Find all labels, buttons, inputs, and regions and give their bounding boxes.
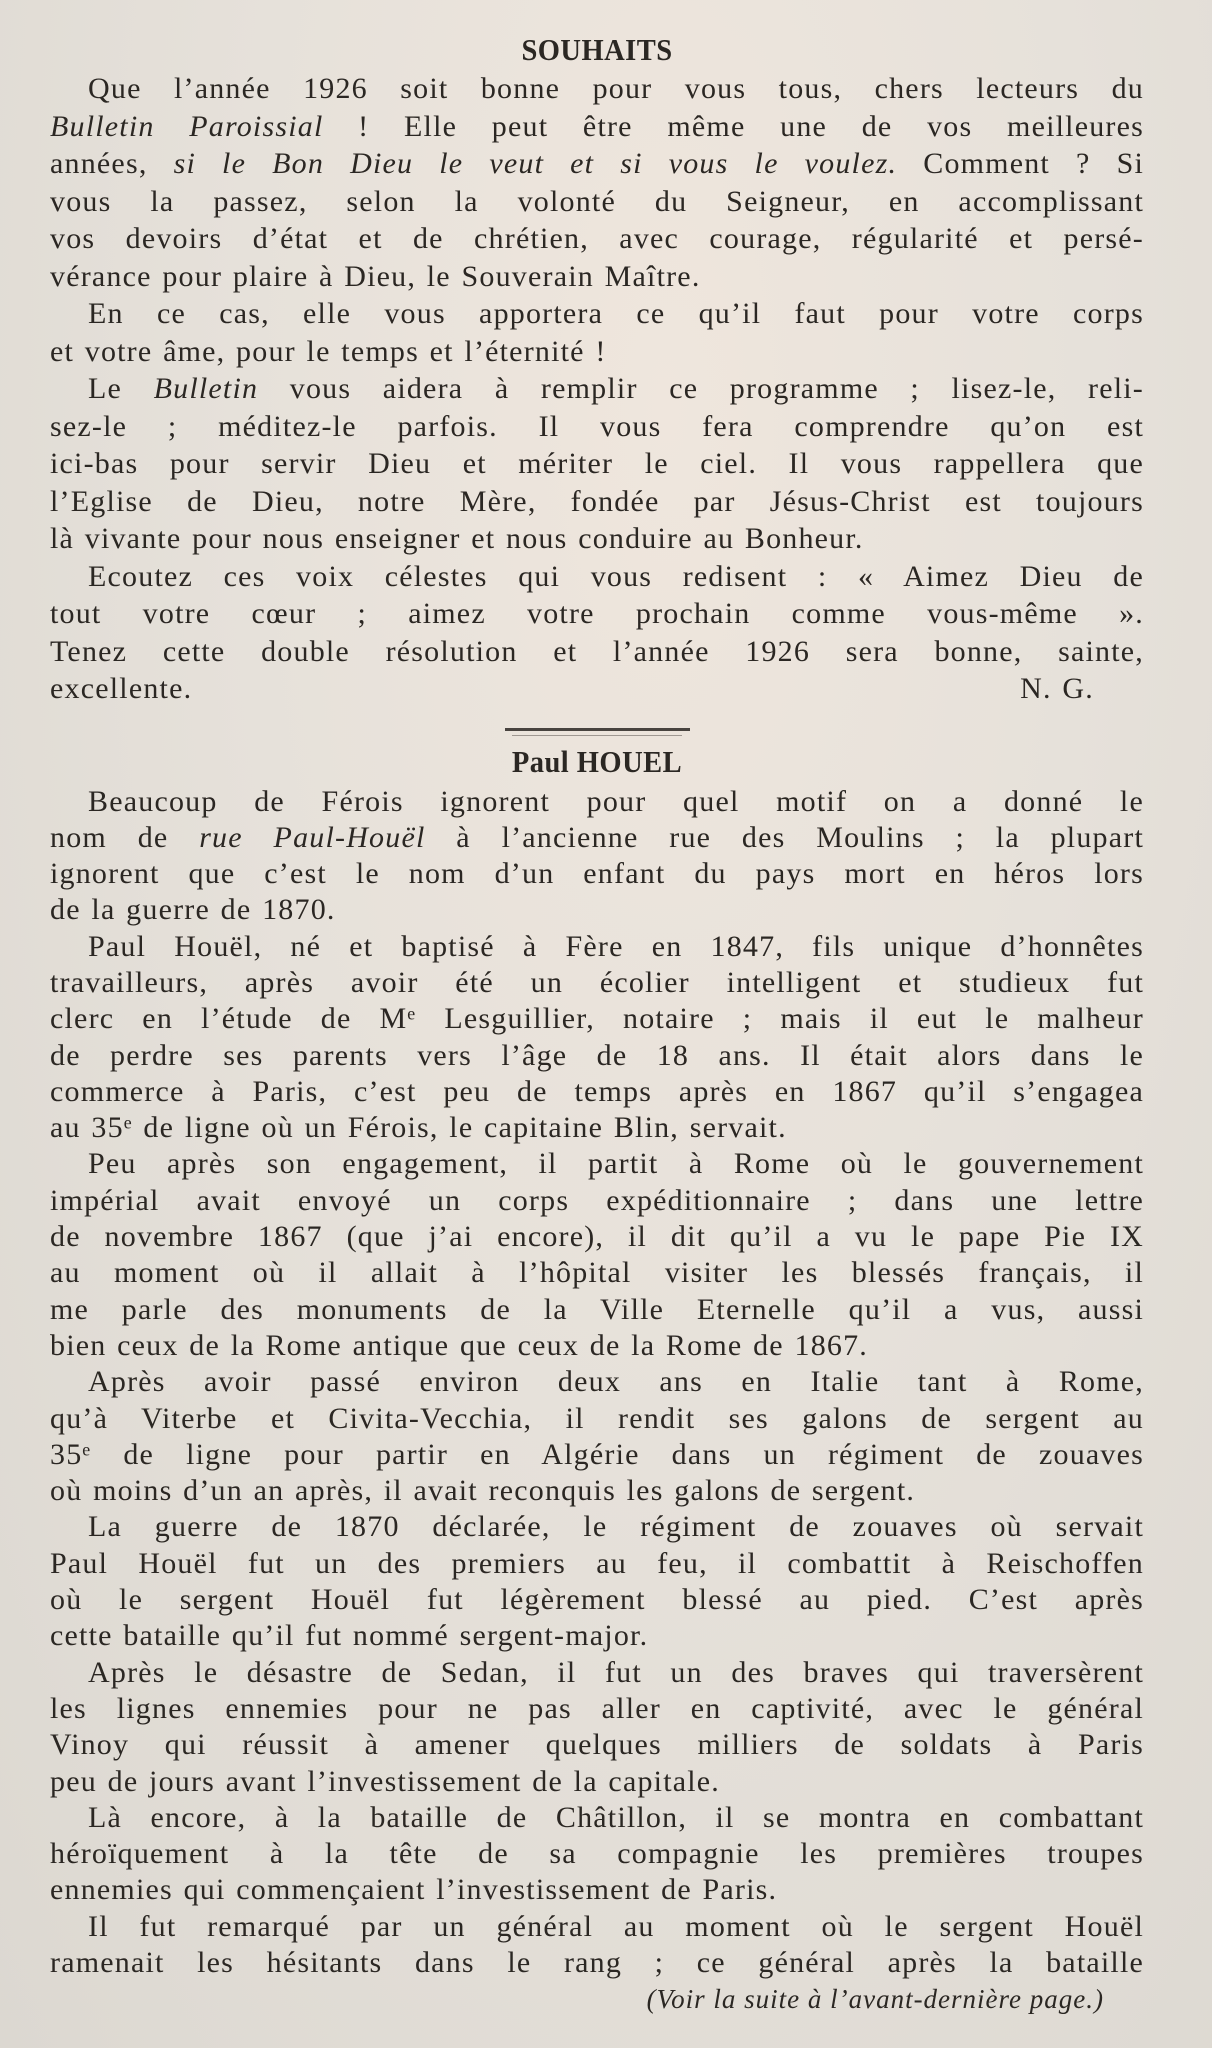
- text-segment: La guerre de 1870 déclarée, le régiment de zouaves où servait: [88, 1510, 1144, 1544]
- paragraph: [50, 1146, 1144, 1364]
- text-line: [50, 1945, 1144, 1981]
- text-segment: bien ceux de la Rome antique que ceux de la Rome de 1867.: [50, 1328, 868, 1362]
- paragraph: [50, 70, 1144, 295]
- text-segment: nom de: [50, 820, 200, 854]
- text-line: [50, 1255, 1144, 1291]
- text-segment: clerc en l’étude de Mᵉ Lesguillier, notaire ; mais il eut le malheur: [50, 1002, 1144, 1036]
- text-line: [50, 1401, 1144, 1437]
- text-segment: vérance pour plaire à Dieu, le Souverain Maître.: [50, 259, 701, 293]
- article-souhaits-body: [50, 70, 1144, 708]
- text-segment: commerce à Paris, c’est peu de temps après en 1867 qu’il s’engagea: [50, 1074, 1144, 1108]
- text-line: [50, 183, 1144, 221]
- text-segment: Comment ? Si: [897, 147, 1144, 180]
- text-line: [50, 1546, 1144, 1582]
- text-segment: me parle des monuments de la Ville Eternelle qu’il a vus, aussi: [50, 1292, 1144, 1326]
- text-segment: ennemies qui commençaient l’investissement de Paris.: [50, 1873, 778, 1907]
- text-segment: impérial avait envoyé un corps expéditionnaire ; dans une lettre: [50, 1183, 1144, 1217]
- text-line: [50, 145, 1144, 183]
- text-line: [50, 1110, 1144, 1146]
- text-segment: ! Elle peut être même une de vos meilleures: [323, 109, 1144, 143]
- text-segment: au moment où il allait à l’hôpital visiter les blessés français, il: [50, 1256, 1144, 1290]
- text-line: [50, 892, 1144, 928]
- text-line: [50, 1074, 1144, 1110]
- text-line: [50, 1764, 1144, 1800]
- text-segment: à l’ancienne rue des Moulins ; la plupart: [425, 820, 1144, 854]
- text-segment: peu de jours avant l’investissement de la capitale.: [50, 1764, 720, 1798]
- text-line: [50, 70, 1144, 108]
- text-segment: sez-le ; méditez-le parfois. Il vous fera comprendre qu’on est: [50, 409, 1144, 443]
- text-line: [50, 929, 1144, 965]
- italic-text: rue Paul-Houël: [199, 820, 426, 854]
- text-line: [50, 1183, 1144, 1219]
- text-line: [50, 1655, 1144, 1691]
- paragraph: [50, 370, 1144, 558]
- text-segment: Après le désastre de Sedan, il fut un des braves qui traversèrent: [88, 1655, 1144, 1689]
- text-line: [50, 1038, 1144, 1074]
- text-line: [50, 1146, 1144, 1182]
- text-segment: Paul Houël, né et baptisé à Fère en 1847, fils unique d’honnêtes: [88, 929, 1144, 963]
- paragraph: [50, 784, 1144, 929]
- paragraph: [50, 929, 1144, 1147]
- text-segment: qu’à Viterbe et Civita-Vecchia, il rendit ses galons de sergent au: [50, 1401, 1144, 1435]
- text-line: [50, 1364, 1144, 1400]
- text-segment: Paul Houël fut un des premiers au feu, il combattit à Reischoffen: [50, 1546, 1144, 1580]
- text-segment: les lignes ennemies pour ne pas aller en captivité, avec le général: [50, 1691, 1144, 1725]
- text-segment: travailleurs, après avoir été un écolier intelligent et studieux fut: [50, 965, 1144, 999]
- text-segment: vous aidera à remplir ce programme ; lisez-le, reli-: [258, 372, 1144, 405]
- text-line: [50, 408, 1144, 446]
- paragraph: [50, 558, 1144, 708]
- paragraph: [50, 1655, 1144, 1800]
- text-line: [50, 784, 1144, 820]
- text-line: [50, 1872, 1144, 1908]
- paragraph: [50, 1509, 1144, 1654]
- text-line: [50, 1473, 1144, 1509]
- text-line: [50, 1836, 1144, 1872]
- text-segment: Après avoir passé environ deux ans en Italie tant à Rome,: [88, 1365, 1144, 1399]
- text-segment: 35ᵉ de ligne pour partir en Algérie dans un régiment de zouaves: [50, 1437, 1144, 1471]
- article-paul-houel-body: [50, 784, 1144, 1982]
- text-segment: Tenez cette double résolution et l’année 1926 sera bonne, sainte,: [50, 634, 1144, 668]
- text-line: [50, 1509, 1144, 1545]
- text-line: [50, 1618, 1144, 1654]
- text-line: [50, 856, 1144, 892]
- text-line: [50, 595, 1144, 633]
- text-segment: Que l’année 1926 soit bonne pour vous tous, chers lecteurs du: [88, 72, 1144, 105]
- text-line: [50, 1691, 1144, 1727]
- text-line: [50, 108, 1144, 146]
- text-segment: de perdre ses parents vers l’âge de 18 ans. Il était alors dans le: [50, 1038, 1144, 1072]
- text-segment: vos devoirs d’état et de chrétien, avec courage, régularité et persé-: [50, 222, 1144, 255]
- text-line: [50, 333, 1144, 371]
- text-segment: l’Eglise de Dieu, notre Mère, fondée par Jésus-Christ est toujours: [50, 484, 1144, 518]
- text-line: [50, 670, 1144, 708]
- italic-text: Bulletin: [153, 372, 259, 405]
- text-line: [50, 1582, 1144, 1618]
- text-segment: de la guerre de 1870.: [50, 893, 336, 927]
- text-line: [50, 558, 1144, 596]
- text-line: [50, 483, 1144, 521]
- section-divider: [505, 728, 690, 731]
- text-line: [50, 220, 1144, 258]
- text-segment: excellente.: [50, 672, 193, 705]
- text-segment: Là encore, à la bataille de Châtillon, il se montra en combattant: [88, 1800, 1144, 1834]
- text-line: [50, 295, 1144, 333]
- text-segment: En ce cas, elle vous apportera ce qu’il faut pour votre corps: [88, 297, 1144, 330]
- text-line: [50, 370, 1144, 408]
- text-line: [50, 1328, 1144, 1364]
- text-line: [50, 820, 1144, 856]
- text-segment: au 35ᵉ de ligne où un Férois, le capitaine Blin, servait.: [50, 1111, 787, 1145]
- text-line: [50, 1437, 1144, 1473]
- text-segment: ici-bas pour servir Dieu et mériter le ciel. Il vous rappellera que: [50, 447, 1144, 480]
- article-title-souhaits: SOUHAITS: [521, 32, 673, 67]
- text-segment: ramenait les hésitants dans le rang ; ce général après la bataille: [50, 1946, 1144, 1979]
- paragraph: [50, 1909, 1144, 1982]
- text-line: [50, 1909, 1144, 1945]
- text-segment: Beaucoup de Férois ignorent pour quel motif on a donné le: [88, 784, 1144, 818]
- italic-text: Bulletin Paroissial: [50, 109, 324, 143]
- text-segment: et votre âme, pour le temps et l’éternité !: [50, 334, 607, 368]
- text-segment: vous la passez, selon la volonté du Seigneur, en accomplissant: [50, 184, 1144, 218]
- text-segment: Peu après son engagement, il partit à Rome où le gouvernement: [88, 1147, 1144, 1181]
- section-divider-thin: [512, 735, 682, 736]
- text-line: [50, 258, 1144, 296]
- text-segment: Ecoutez ces voix célestes qui vous redisent : « Aimez Dieu de: [88, 559, 1144, 593]
- text-segment: où le sergent Houël fut légèrement blessé au pied. C’est après: [50, 1583, 1144, 1617]
- text-line: [50, 1800, 1144, 1836]
- article-title-paul-houel: Paul HOUEL: [511, 743, 683, 779]
- paragraph: [50, 1364, 1144, 1509]
- text-segment: où moins d’un an après, il avait reconquis les galons de sergent.: [50, 1474, 916, 1508]
- signature: N. G.: [1020, 672, 1094, 705]
- text-line: [50, 445, 1144, 483]
- continuation-note: (Voir la suite à l’avant-dernière page.): [646, 1984, 1104, 2015]
- text-line: [50, 1727, 1144, 1763]
- text-segment: années,: [50, 147, 174, 180]
- text-line: [50, 520, 1144, 558]
- text-segment: Vinoy qui réussit à amener quelques milliers de soldats à Paris: [50, 1728, 1144, 1762]
- text-line: [50, 633, 1144, 671]
- text-segment: Il fut remarqué par un général au moment où le sergent Houël: [88, 1909, 1144, 1943]
- text-line: [50, 1001, 1144, 1037]
- text-segment: Le: [88, 372, 154, 405]
- text-segment: héroïquement à la tête de sa compagnie les premières troupes: [50, 1837, 1144, 1871]
- text-segment: cette bataille qu’il fut nommé sergent-major.: [50, 1619, 649, 1653]
- text-segment: là vivante pour nous enseigner et nous conduire au Bonheur.: [50, 522, 864, 555]
- text-segment: tout votre cœur ; aimez votre prochain comme vous-même ».: [50, 597, 1144, 630]
- paragraph: [50, 1800, 1144, 1909]
- text-line: [50, 965, 1144, 1001]
- document-page: [50, 30, 1144, 2017]
- text-line: [50, 1219, 1144, 1255]
- text-segment: ignorent que c’est le nom d’un enfant du pays mort en héros lors: [50, 857, 1144, 891]
- italic-text: si le Bon Dieu le veut et si vous le voulez.: [173, 147, 898, 180]
- paragraph: [50, 295, 1144, 370]
- text-line: [50, 1292, 1144, 1328]
- text-segment: de novembre 1867 (que j’ai encore), il dit qu’il a vu le pape Pie IX: [50, 1220, 1144, 1254]
